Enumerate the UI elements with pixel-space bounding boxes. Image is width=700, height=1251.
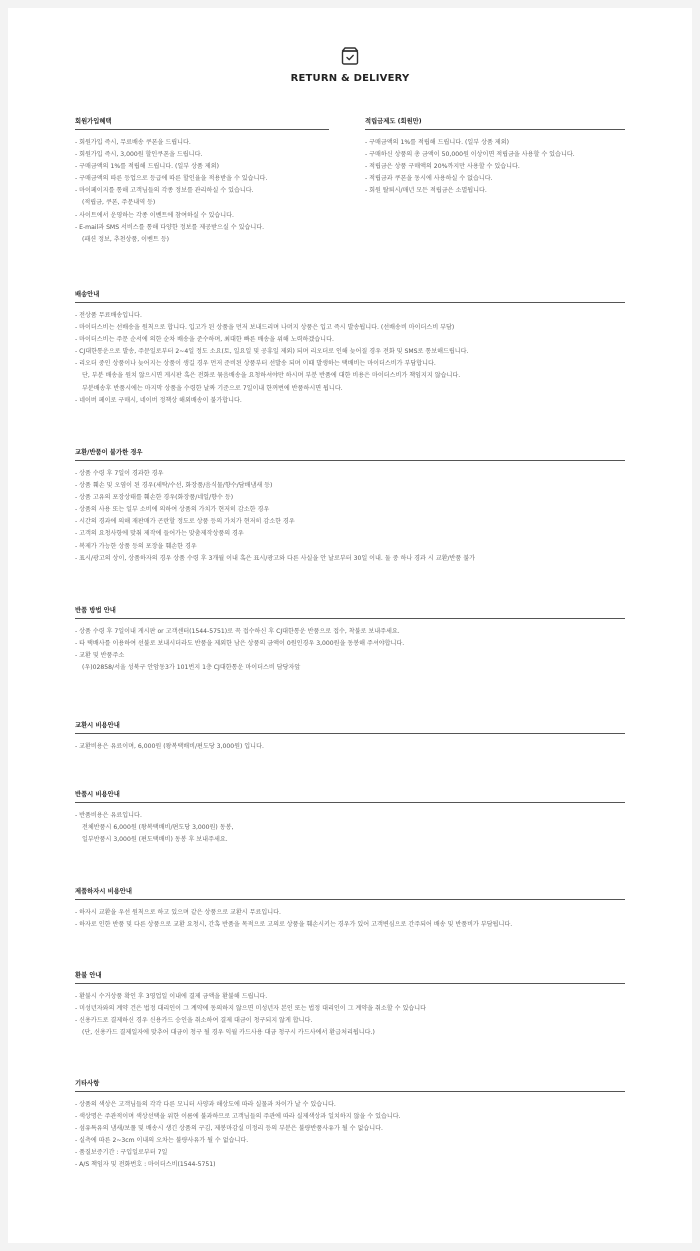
list-item: - 구매금액의 1%를 적립해 드립니다. (일부 상품 제외) [365, 139, 509, 146]
page-title: RETURN & DELIVERY [290, 73, 410, 84]
section-divider [75, 129, 329, 130]
section-list [75, 310, 625, 407]
section-list [75, 468, 625, 565]
section-divider [75, 1091, 625, 1092]
list-item: - 상품의 색상은 고객님들의 각각 다른 모니터 사양과 해상도에 따라 실물과 차이가 날 수 있습니다. [75, 1101, 336, 1108]
list-item: (적립금, 쿠폰, 주문내역 등) [82, 199, 156, 207]
list-item: - 구매금액의 1%를 적립해 드립니다. (일부 상품 제외) [75, 163, 219, 171]
section-list [75, 137, 329, 246]
list-item: - 복제가 가능한 상품 등의 포장을 훼손한 경우 [75, 542, 197, 550]
section-divider [75, 983, 625, 984]
list-item: 전체반품시 6,000원 (왕복택배비/편도당 3,000원) 동봉, [82, 824, 234, 832]
list-item: - 마이페이지를 통해 고객님들의 각종 정보를 관리하실 수 있습니다. [75, 187, 254, 195]
section-list [365, 137, 625, 197]
list-item: - 네이버 페이로 구매시, 네이버 정책상 해외배송이 불가합니다. [75, 396, 242, 404]
list-item: (단, 신용카드 결제일자에 맞추어 대금이 청구 될 경우 익월 카드사용 대금 청구시 카드사에서 환급처리됩니다.) [82, 1029, 375, 1037]
list-item: - 하자시 교환을 우선 원칙으로 하고 있으며 같은 상품으로 교환시 무료입니다. [75, 909, 281, 916]
list-item: - 마이더스비는 주문 순서에 의한 순차 배송을 준수하며, 최대한 빠른 배송을 위해 노력하겠습니다. [75, 336, 334, 344]
list-item: - 상품의 사용 또는 일부 소비에 의하여 상품의 가치가 현저히 감소한 경우 [75, 506, 270, 514]
section-refund [75, 971, 625, 1039]
section-defect-cost [75, 887, 625, 931]
section-title: 배송안내 [75, 291, 100, 298]
section-divider [75, 899, 625, 900]
list-item: - 구매하신 상품의 총 금액이 50,000원 이상이면 적립금을 사용할 수 있습니다. [365, 151, 575, 159]
list-item: - 시간의 경과에 의해 재판매가 곤란할 정도로 상품 등의 가치가 현저히 감소한 경우 [75, 518, 295, 526]
list-item: - 품질보증기간 : 구입일로부터 7일 [75, 1149, 168, 1157]
list-item: 단, 부분 배송을 원치 않으시면 게시판 혹은 전화로 묶음배송을 요청하셔야만 하시며 부분 반품에 대한 비용은 마이더스비가 책임지지 않습니다. [82, 372, 461, 380]
section-return-method [75, 606, 625, 674]
section-divider [75, 802, 625, 803]
list-item: - 환불시 수거상품 확인 후 3영업일 이내에 결제 금액을 환불해 드립니다. [75, 993, 268, 1000]
section-divider [75, 733, 625, 734]
list-item: - 사이트에서 운영하는 각종 이벤트에 참여하실 수 있습니다. [75, 211, 234, 219]
list-item: - 리오더 중인 상품이나 늦어지는 상품이 생길 경우 먼저 준비된 상품부터 선발송 되며 이때 발생하는 택배비는 마이더스비가 부담합니다. [75, 360, 436, 368]
section-other [75, 1079, 625, 1172]
list-item: - 타 택배사를 이용하여 선불로 보내시더라도 반품을 제외한 남은 상품의 금액이 0원인경우 3,000원을 동봉해 주셔야합니다. [75, 640, 405, 648]
section-title: 적립금제도 (회원만) [365, 118, 422, 125]
section-title: 교환/반품이 불가한 경우 [75, 449, 143, 456]
list-item: - 적립금과 쿠폰을 동시에 사용하실 수 없습니다. [365, 175, 493, 183]
list-item: - 하자로 인한 반품 및 다른 상품으로 교환 요청시, 간혹 반품을 목적으로 고의로 상품을 훼손시키는 경우가 있어 고객변심으로 간주되어 배송 및 반품비가 부담됩니다. [75, 921, 513, 929]
list-item: - 회원가입 즉시, 무료배송 쿠폰을 드립니다. [75, 139, 191, 146]
section-title: 반품시 비용안내 [75, 791, 120, 798]
section-list [75, 741, 625, 753]
section-list [75, 1099, 625, 1172]
section-list [75, 991, 625, 1039]
section-divider [75, 618, 625, 619]
section-list [75, 907, 625, 931]
list-item: - 상품 수령 후 7일이내 게시판 or 고객센터(1544-5751)로 꼭 접수하신 후 CJ대한통운 반품으로 접수, 착불로 보내주세요. [75, 628, 400, 635]
list-item: - E-mail과 SMS 서비스를 통해 다양한 정보를 제공받으실 수 있습니다. [75, 223, 265, 231]
section-divider [75, 460, 625, 461]
list-item: - 마이더스비는 선배송을 원칙으로 합니다. 입고가 된 상품을 먼저 보내드리며 나머지 상품은 입고 즉시 발송됩니다. (선배송비 마이더스비 부담) [75, 324, 455, 332]
section-exchange-cost [75, 721, 625, 753]
list-item: - 회원가입 즉시, 3,000원 할인쿠폰을 드립니다. [75, 151, 203, 159]
list-item: - 교환 및 반품주소 [75, 652, 125, 660]
list-item: - 교환비용은 유료이며, 6,000원 (왕복택배비/편도당 3,000원) 입니다. [75, 743, 264, 750]
list-item: - 반품비용은 유료입니다. [75, 812, 142, 819]
section-return-cost [75, 790, 625, 846]
section-divider [75, 302, 625, 303]
section-title: 회원가입혜택 [75, 118, 112, 125]
section-title: 기타사항 [75, 1080, 100, 1087]
section-list [75, 626, 625, 674]
list-item: - 적립금은 상품 구매액의 20%까지만 사용할 수 있습니다. [365, 163, 520, 171]
list-item: - 상품 수령 후 7일이 경과한 경우 [75, 470, 164, 477]
section-non-returnable [75, 448, 625, 565]
list-item: - 구매금액의 따른 등업으로 등급에 따른 할인율을 적용받을 수 있습니다. [75, 175, 268, 183]
section-member-benefits [75, 117, 329, 246]
list-item: 부분배송후 반품시에는 마지막 상품을 수령한 날짜 기준으로 7일이내 한꺼번에 반품하시면 됩니다. [82, 384, 343, 392]
list-item: (패션 정보, 추천상품, 이벤트 등) [82, 235, 170, 243]
section-title: 환불 안내 [75, 972, 102, 979]
box-check-icon [339, 45, 361, 67]
list-item: - 색상명은 주관적이며 색상선택을 위한 이름에 불과하므로 고객님들의 주관에 따라 실제색상과 일치하지 않을 수 있습니다. [75, 1113, 401, 1121]
list-item: - 상품 훼손 및 오염이 된 경우(세탁/수선, 화장품/음식물/향수/담배냄새 등) [75, 482, 273, 490]
list-item: - 미성년자와의 계약 건은 법정 대리인이 그 계약에 동의하지 않으면 미성년자 본인 또는 법정 대리인이 그 계약을 취소할 수 있습니다 [75, 1005, 426, 1013]
list-item: 일부반품시 3,000원 (편도택배비) 동봉 후 보내주세요. [82, 836, 228, 844]
return-delivery-page [8, 8, 692, 1243]
list-item: - 실측에 따른 2~3cm 이내의 오차는 불량사유가 될 수 없습니다. [75, 1137, 249, 1145]
page-header [8, 45, 692, 84]
list-item: - 회원 탈퇴시/매년 모든 적립금은 소멸됩니다. [365, 187, 487, 195]
list-item: - 전상품 무료배송입니다. [75, 312, 142, 319]
section-list [75, 810, 625, 846]
list-item: - CJ대한통운으로 발송, 주문일로부터 2~4일 정도 소요(토, 일요일 및 공휴일 제외) 되며 리오더로 인해 늦어질 경우 전화 및 SMS로 통보해드립니다. [75, 348, 469, 356]
list-item: - 섬유특유의 냄새/보풀 및 배송시 생긴 상품의 구김, 제봉마감실 미정리 등의 부분은 불량반품사유가 될 수 없습니다. [75, 1125, 383, 1133]
list-item: (우)02858/서울 성북구 안암동3가 101번지 1층 CJ대한통운 마이더스비 담당자앞 [82, 664, 301, 672]
list-item: - 상품 고유의 포장상태를 훼손한 경우(화장품/네일/향수 등) [75, 494, 234, 502]
list-item: - 표시/광고의 상이, 상품하자의 경우 상품 수령 후 3개월 이내 혹은 표시/광고와 다른 사실을 안 날로부터 30일 이내. 둘 중 하나 경과 시 교환/반품 불가 [75, 554, 475, 562]
section-title: 반품 방법 안내 [75, 607, 116, 614]
section-title: 교환시 비용안내 [75, 722, 120, 729]
section-points-system [365, 117, 625, 197]
list-item: - 고객의 요청사항에 맞춰 제작에 들어가는 맞춤제작상품의 경우 [75, 530, 244, 538]
section-divider [365, 129, 625, 130]
list-item: - A/S 책임자 및 전화번호 : 마이더스비(1544-5751) [75, 1161, 216, 1169]
section-title: 제품하자시 비용안내 [75, 888, 132, 895]
section-shipping [75, 290, 625, 407]
list-item: - 신용카드로 결제하신 경우 신용카드 승인을 취소하여 결제 대금이 청구되지 않게 합니다. [75, 1017, 313, 1025]
